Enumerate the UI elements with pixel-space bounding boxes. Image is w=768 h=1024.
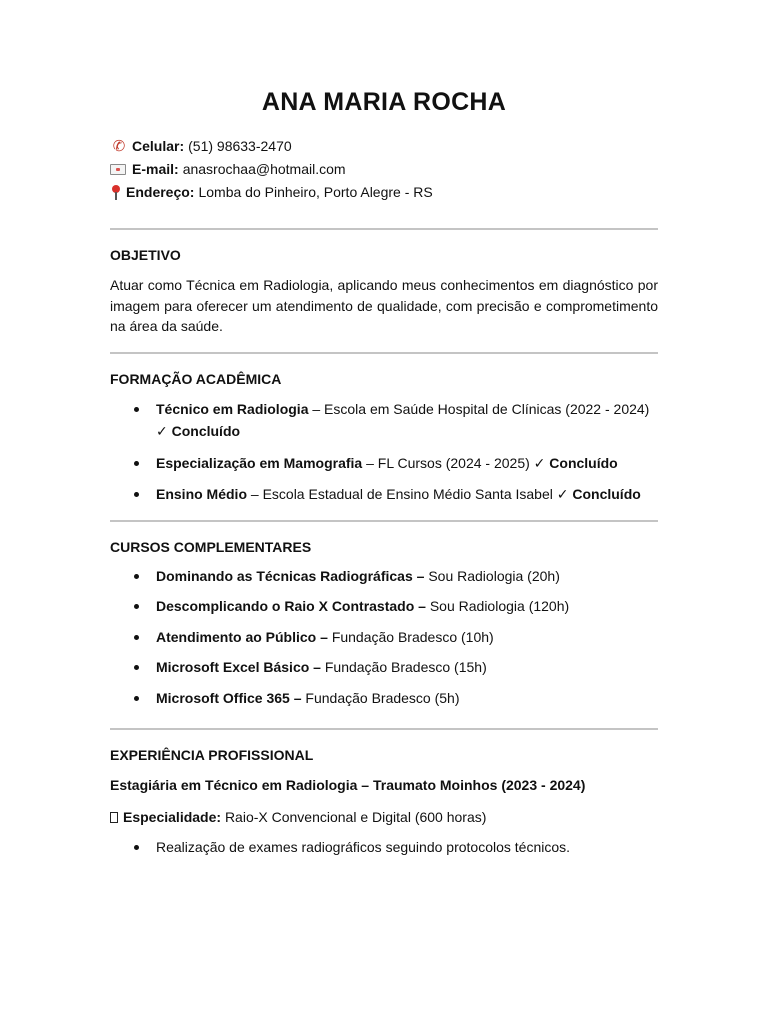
phone-icon: ✆ [112, 138, 126, 155]
section-title-formacao: FORMAÇÃO ACADÊMICA [110, 370, 282, 387]
list-item [110, 398, 658, 443]
formacao-status: ✓ Concluído [533, 454, 618, 471]
contact-email [110, 158, 658, 181]
formacao-detail: – FL Cursos (2024 - 2025) [362, 454, 534, 471]
curso-provider: Sou Radiologia (20h) [428, 567, 560, 584]
email-icon [110, 164, 126, 175]
contact-address [110, 181, 658, 204]
curso-separator: – [289, 689, 306, 706]
divider [110, 228, 658, 230]
list-item: Realização de exames radiográficos seguindo protocolos técnicos. [110, 836, 658, 859]
curso-name: Atendimento ao Público [156, 628, 317, 645]
section-title-objetivo: OBJETIVO [110, 247, 181, 263]
specialty-value: Raio-X Convencional e Digital (600 horas) [224, 809, 487, 825]
curso-separator: – [414, 598, 430, 614]
contact-phone-value: (51) 98633-2470 [188, 138, 292, 154]
section-title-cursos: CURSOS COMPLEMENTARES [110, 538, 312, 555]
contact-email-value[interactable]: anasrochaa@hotmail.com [182, 161, 346, 177]
contact-address-value: Lomba do Pinheiro, Porto Alegre - RS [198, 184, 433, 200]
curso-provider: Fundação Bradesco (5h) [305, 689, 460, 706]
experiencia-role: Estagiária em Técnico em Radiologia – Traumato Moinhos (2023 - 2024) [110, 777, 586, 793]
curso-separator: – [412, 567, 429, 584]
formacao-course: Ensino Médio [156, 486, 247, 502]
divider [110, 352, 658, 354]
contact-address-label: Endereço: [126, 184, 195, 200]
formacao-course: Especialização em Mamografia [156, 454, 363, 471]
formacao-status: ✓ Concluído [556, 486, 641, 502]
divider [110, 728, 658, 730]
contact-email-label: E-mail: [132, 161, 179, 177]
curso-name: Microsoft Office 365 [156, 689, 290, 706]
list-item [110, 452, 658, 475]
experiencia-list [110, 836, 658, 859]
curso-name: Descomplicando o Raio X Contrastado [156, 598, 415, 614]
contact-block [110, 135, 658, 204]
list-item [110, 656, 658, 687]
divider [110, 520, 658, 522]
list-item [110, 687, 658, 718]
curso-name: Microsoft Excel Básico [156, 659, 310, 675]
section-title-experiencia: EXPERIÊNCIA PROFISSIONAL [110, 747, 314, 763]
specialty-label: Especialidade: [123, 809, 222, 825]
contact-phone [110, 135, 658, 158]
candidate-name: ANA MARIA ROCHA [261, 88, 507, 116]
missing-glyph-icon [110, 812, 118, 823]
list-item [110, 626, 658, 657]
curso-name: Dominando as Técnicas Radiográficas [156, 567, 413, 584]
cursos-list [110, 565, 658, 718]
formacao-detail: – Escola Estadual de Ensino Médio Santa Isabel [247, 486, 557, 502]
curso-separator: – [309, 659, 325, 675]
list-item [110, 595, 658, 626]
formacao-course: Técnico em Radiologia [156, 400, 309, 417]
formacao-list [110, 398, 658, 506]
list-item [110, 565, 658, 596]
experiencia-specialty [110, 807, 658, 827]
objetivo-text: Atuar como Técnica em Radiologia, aplicando meus conhecimentos em diagnóstico por imagem para oferecer um atendimento de qualidade, com precisão e comprometimento na área da saúde. [110, 277, 658, 334]
pin-icon [110, 185, 122, 201]
formacao-status: ✓ Concluído [156, 423, 241, 439]
contact-phone-label: Celular: [132, 138, 185, 154]
curso-separator: – [316, 628, 332, 645]
curso-provider: Fundação Bradesco (15h) [324, 659, 487, 675]
list-item [110, 483, 658, 506]
curso-provider: Sou Radiologia (120h) [429, 598, 570, 614]
formacao-detail: – Escola em Saúde Hospital de Clínicas (2022 - 2024) [308, 400, 650, 417]
curso-provider: Fundação Bradesco (10h) [331, 628, 494, 645]
